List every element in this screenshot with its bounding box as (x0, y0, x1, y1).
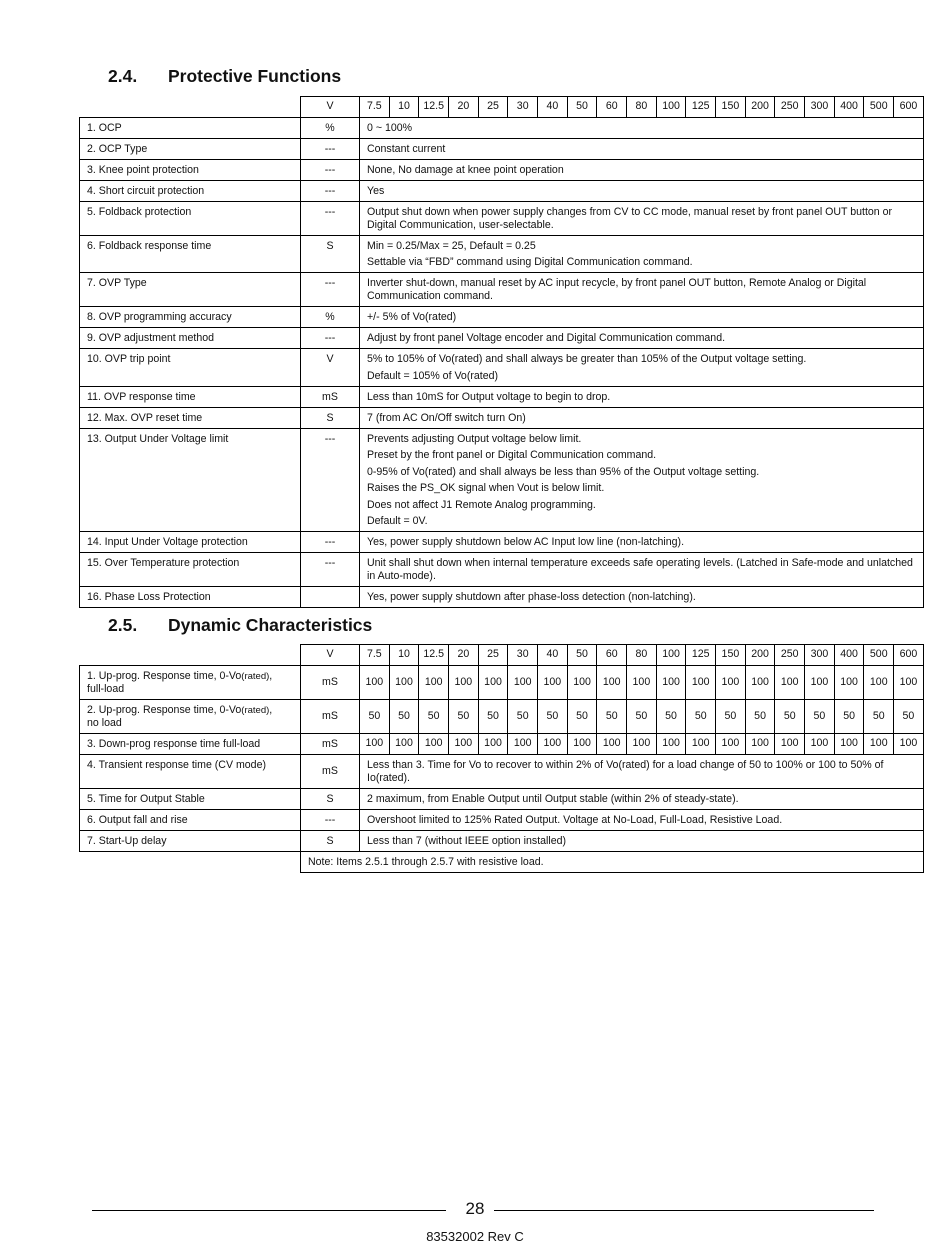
parameter-label: 15. Over Temperature protection (80, 553, 301, 587)
voltage-header-cell: 500 (864, 97, 894, 118)
response-value-cell: 100 (716, 665, 746, 699)
unit-cell: mS (301, 754, 360, 788)
parameter-label (80, 699, 301, 733)
spec-row (80, 117, 924, 138)
parameter-label: 5. Time for Output Stable (80, 788, 301, 809)
spec-row (80, 407, 924, 428)
document-id: 83532002 Rev C (426, 1229, 524, 1244)
spec-value-cell (360, 307, 924, 328)
response-value-cell: 50 (686, 699, 716, 733)
response-value-cell: 100 (389, 733, 419, 754)
response-value-cell: 50 (567, 699, 597, 733)
response-value-cell: 100 (597, 665, 627, 699)
section-number: 2.4. (108, 66, 138, 86)
voltage-header-cell: 7.5 (360, 645, 390, 666)
spec-value-cell (360, 328, 924, 349)
response-value-cell: 100 (894, 733, 924, 754)
voltage-header-cell: 250 (775, 645, 805, 666)
spec-value-cell (360, 407, 924, 428)
response-value-cell: 100 (805, 665, 835, 699)
response-value-cell: 100 (419, 733, 449, 754)
spec-value-cell (360, 117, 924, 138)
response-value-cell: 100 (508, 733, 538, 754)
voltage-header-cell: 60 (597, 97, 627, 118)
label-text: , (269, 669, 273, 682)
section-title: Protective Functions (168, 66, 342, 86)
response-value-cell: 100 (478, 665, 508, 699)
voltage-header-cell: 25 (478, 97, 508, 118)
voltage-header-row (80, 645, 924, 666)
unit-cell: --- (301, 809, 360, 830)
response-value-cell: 50 (508, 699, 538, 733)
response-value-cell: 100 (745, 733, 775, 754)
spec-row (80, 138, 924, 159)
voltage-header-cell: 10 (389, 97, 419, 118)
voltage-header-cell: 20 (449, 645, 479, 666)
spec-value-line: 0 ~ 100% (367, 121, 413, 134)
spec-value-cell: 2 maximum, from Enable Output until Output stable (within 2% of steady-state). (360, 788, 924, 809)
label-text: full-load (87, 682, 125, 695)
response-value-cell: 100 (864, 665, 894, 699)
spec-row (80, 235, 924, 273)
protective-functions-table (79, 96, 924, 608)
spec-row (80, 328, 924, 349)
spec-row (80, 532, 924, 553)
voltage-header-cell: 50 (567, 645, 597, 666)
unit-cell: --- (301, 138, 360, 159)
response-value-cell: 100 (360, 733, 390, 754)
label-subscript: (rated) (241, 670, 270, 682)
response-value-cell: 50 (597, 699, 627, 733)
voltage-header-cell: 60 (597, 645, 627, 666)
response-value-cell: 100 (656, 665, 686, 699)
spec-value-line: 7 (from AC On/Off switch turn On) (367, 411, 526, 424)
response-value-cell: 100 (567, 665, 597, 699)
response-time-row (80, 665, 924, 699)
parameter-label: 5. Foldback protection (80, 201, 301, 235)
unit-cell: % (301, 307, 360, 328)
spec-value-line: Yes, power supply shutdown after phase-loss detection (non-latching). (367, 591, 696, 603)
spec-value-line: 5% to 105% of Vo(rated) and shall always be greater than 105% of the Output voltage setting. (367, 353, 807, 365)
response-value-cell: 100 (745, 665, 775, 699)
response-value-cell: 100 (538, 665, 568, 699)
unit-cell: mS (301, 699, 360, 733)
spec-value-line: Default = 105% of Vo(rated) (367, 369, 499, 382)
label-text: no load (87, 716, 122, 729)
response-value-cell: 100 (686, 733, 716, 754)
parameter-label: 13. Output Under Voltage limit (80, 428, 301, 532)
response-value-cell: 50 (419, 699, 449, 733)
header-blank-cell (80, 645, 301, 666)
parameter-label: 6. Output fall and rise (80, 809, 301, 830)
parameter-label: 7. Start-Up delay (80, 830, 301, 851)
spec-row (80, 587, 924, 608)
voltage-header-cell: 300 (805, 645, 835, 666)
unit-cell: V (301, 349, 360, 387)
spec-value-line: Less than 10mS for Output voltage to begin to drop. (367, 390, 611, 403)
parameter-label: 4. Short circuit protection (80, 180, 301, 201)
response-value-cell: 50 (894, 699, 924, 733)
unit-cell: S (301, 235, 360, 273)
spec-value-cell: Overshoot limited to 125% Rated Output. Voltage at No-Load, Full-Load, Resistive Load. (360, 809, 924, 830)
spec-value-line: Settable via “FBD” command using Digital Communication command. (367, 256, 693, 268)
section-heading-2-4 (108, 66, 341, 87)
label-subscript: (rated) (241, 704, 270, 716)
spec-value-cell (360, 553, 924, 587)
response-value-cell: 50 (864, 699, 894, 733)
spec-value-cell (360, 349, 924, 387)
voltage-header-cell: 600 (894, 97, 924, 118)
parameter-label: 4. Transient response time (CV mode) (80, 754, 301, 788)
voltage-header-cell: 250 (775, 97, 805, 118)
unit-header-cell: V (301, 97, 360, 118)
footer-rule-right (494, 1210, 874, 1211)
voltage-header-cell: 100 (656, 97, 686, 118)
spec-row (80, 307, 924, 328)
spec-row (80, 349, 924, 387)
response-value-cell: 50 (834, 699, 864, 733)
response-value-cell: 100 (508, 665, 538, 699)
response-value-cell: 50 (745, 699, 775, 733)
response-value-cell: 100 (627, 665, 657, 699)
spec-value-line: Yes (367, 184, 385, 197)
response-value-cell: 100 (775, 665, 805, 699)
response-value-cell: 100 (627, 733, 657, 754)
unit-cell: mS (301, 386, 360, 407)
response-value-cell: 50 (389, 699, 419, 733)
spec-value-line: Adjust by front panel Voltage encoder and Digital Communication command. (367, 332, 726, 344)
response-value-cell: 100 (389, 665, 419, 699)
voltage-header-cell: 40 (538, 645, 568, 666)
parameter-label: 12. Max. OVP reset time (80, 407, 301, 428)
parameter-label: 9. OVP adjustment method (80, 328, 301, 349)
response-value-cell: 50 (656, 699, 686, 733)
response-value-cell: 100 (449, 665, 479, 699)
response-value-cell: 100 (538, 733, 568, 754)
parameter-label (80, 665, 301, 699)
voltage-header-cell: 150 (716, 97, 746, 118)
parameter-label: 2. OCP Type (80, 138, 301, 159)
unit-cell: --- (301, 159, 360, 180)
parameter-label: 3. Knee point protection (80, 159, 301, 180)
unit-cell: --- (301, 428, 360, 532)
voltage-header-cell: 100 (656, 645, 686, 666)
spec-row (80, 159, 924, 180)
voltage-header-cell: 30 (508, 645, 538, 666)
response-value-cell: 50 (627, 699, 657, 733)
spec-row (80, 386, 924, 407)
spec-value-cell (360, 532, 924, 553)
section-number: 2.5. (108, 615, 138, 635)
response-value-cell: 100 (775, 733, 805, 754)
section-heading-2-5 (108, 615, 372, 636)
section-title: Dynamic Characteristics (168, 615, 373, 635)
voltage-header-cell: 150 (716, 645, 746, 666)
unit-cell: --- (301, 328, 360, 349)
note-blank-cell (80, 851, 301, 872)
response-value-cell: 100 (449, 733, 479, 754)
response-value-cell: 50 (805, 699, 835, 733)
response-value-cell: 100 (716, 733, 746, 754)
voltage-header-cell: 500 (864, 645, 894, 666)
response-value-cell: 50 (478, 699, 508, 733)
spec-value-cell (360, 138, 924, 159)
spec-value-line: None, No damage at knee point operation (367, 163, 564, 176)
voltage-header-cell: 10 (389, 645, 419, 666)
response-value-cell: 100 (419, 665, 449, 699)
spec-row (80, 553, 924, 587)
table-note: Note: Items 2.5.1 through 2.5.7 with resistive load. (301, 851, 924, 872)
voltage-header-cell: 25 (478, 645, 508, 666)
unit-cell: --- (301, 201, 360, 235)
response-value-cell: 100 (805, 733, 835, 754)
parameter-label: 8. OVP programming accuracy (80, 307, 301, 328)
response-value-cell: 100 (360, 665, 390, 699)
voltage-header-cell: 20 (449, 97, 479, 118)
voltage-header-cell: 30 (508, 97, 538, 118)
spec-value-line: Raises the PS_OK signal when Vout is below limit. (367, 482, 605, 494)
unit-cell: S (301, 830, 360, 851)
voltage-header-cell: 50 (567, 97, 597, 118)
unit-cell: --- (301, 553, 360, 587)
voltage-header-cell: 125 (686, 645, 716, 666)
voltage-header-cell: 200 (745, 645, 775, 666)
spec-value-line: Min = 0.25/Max = 25, Default = 0.25 (367, 239, 536, 252)
response-time-row (80, 699, 924, 733)
spec-row (80, 809, 924, 830)
response-value-cell: 100 (686, 665, 716, 699)
parameter-label: 11. OVP response time (80, 386, 301, 407)
spec-row (80, 830, 924, 851)
unit-cell: mS (301, 665, 360, 699)
spec-value-cell (360, 273, 924, 307)
spec-value-cell: Less than 7 (without IEEE option installed) (360, 830, 924, 851)
response-value-cell: 100 (834, 733, 864, 754)
parameter-label: 1. OCP (80, 117, 301, 138)
unit-cell: mS (301, 733, 360, 754)
spec-row (80, 180, 924, 201)
spec-value-cell (360, 587, 924, 608)
spec-row (80, 754, 924, 788)
spec-value-line: Yes, power supply shutdown below AC Input low line (non-latching). (367, 536, 685, 548)
spec-value-line: Default = 0V. (367, 515, 428, 527)
voltage-header-cell: 12.5 (419, 645, 449, 666)
header-blank-cell (80, 97, 301, 118)
parameter-label: 6. Foldback response time (80, 235, 301, 273)
spec-value-cell (360, 159, 924, 180)
spec-value-line: Inverter shut-down, manual reset by AC input recycle, by front panel OUT button, Remote Analog or Digital Communication command. (367, 277, 867, 302)
response-value-cell: 50 (538, 699, 568, 733)
response-value-cell: 100 (864, 733, 894, 754)
spec-value-cell (360, 201, 924, 235)
spec-value-line: 0-95% of Vo(rated) and shall always be less than 95% of the Output voltage setting. (367, 465, 760, 478)
parameter-label: 7. OVP Type (80, 273, 301, 307)
response-value-cell: 50 (360, 699, 390, 733)
spec-value-line: Does not affect J1 Remote Analog programming. (367, 498, 596, 511)
spec-value-cell (360, 386, 924, 407)
unit-cell: S (301, 788, 360, 809)
parameter-label: 14. Input Under Voltage protection (80, 532, 301, 553)
spec-value-line: Unit shall shut down when internal temperature exceeds safe operating levels. (Latched in Safe-mode and unlatched in Auto-mode). (367, 557, 913, 582)
spec-value-line: Preset by the front panel or Digital Communication command. (367, 449, 657, 461)
voltage-header-row (80, 97, 924, 118)
label-text: 1. Up-prog. Response time, 0-Vo (87, 669, 242, 682)
spec-value-line: Constant current (367, 142, 446, 155)
voltage-header-cell: 300 (805, 97, 835, 118)
voltage-header-cell: 400 (834, 97, 864, 118)
spec-row (80, 428, 924, 532)
spec-value-line: Prevents adjusting Output voltage below limit. (367, 432, 582, 445)
voltage-header-cell: 80 (627, 645, 657, 666)
spec-row (80, 273, 924, 307)
spec-row (80, 788, 924, 809)
dynamic-characteristics-table (79, 644, 924, 873)
voltage-header-cell: 7.5 (360, 97, 390, 118)
spec-value-line: +/- 5% of Vo(rated) (367, 311, 457, 323)
voltage-header-cell: 400 (834, 645, 864, 666)
voltage-header-cell: 125 (686, 97, 716, 118)
parameter-label: 3. Down-prog response time full-load (80, 733, 301, 754)
parameter-label: 16. Phase Loss Protection (80, 587, 301, 608)
response-value-cell: 100 (597, 733, 627, 754)
unit-cell (301, 587, 360, 608)
spec-value-cell (360, 235, 924, 273)
unit-cell: S (301, 407, 360, 428)
unit-cell: % (301, 117, 360, 138)
spec-value-line: Output shut down when power supply changes from CV to CC mode, manual reset by front panel OUT button or Digital Communication, user-selectable. (367, 205, 893, 231)
unit-cell: --- (301, 273, 360, 307)
response-value-cell: 100 (834, 665, 864, 699)
page-number: 28 (465, 1199, 485, 1218)
parameter-label: 10. OVP trip point (80, 349, 301, 387)
note-row (80, 851, 924, 872)
unit-cell: --- (301, 180, 360, 201)
voltage-header-cell: 600 (894, 645, 924, 666)
voltage-header-cell: 12.5 (419, 97, 449, 118)
response-value-cell: 50 (775, 699, 805, 733)
unit-header-cell: V (301, 645, 360, 666)
unit-cell: --- (301, 532, 360, 553)
response-time-row (80, 733, 924, 754)
response-value-cell: 50 (716, 699, 746, 733)
voltage-header-cell: 80 (627, 97, 657, 118)
response-value-cell: 100 (894, 665, 924, 699)
response-value-cell: 50 (449, 699, 479, 733)
spec-value-cell (360, 428, 924, 532)
response-value-cell: 100 (656, 733, 686, 754)
response-value-cell: 100 (567, 733, 597, 754)
response-value-cell: 100 (478, 733, 508, 754)
spec-value-cell: Less than 3. Time for Vo to recover to within 2% of Vo(rated) for a load change of 50 to 100% or 100 to 50% of Io(rated). (360, 754, 924, 788)
spec-row (80, 201, 924, 235)
voltage-header-cell: 200 (745, 97, 775, 118)
spec-value-cell (360, 180, 924, 201)
label-text: 2. Up-prog. Response time, 0-Vo (87, 703, 242, 716)
voltage-header-cell: 40 (538, 97, 568, 118)
label-text: , (269, 703, 273, 716)
